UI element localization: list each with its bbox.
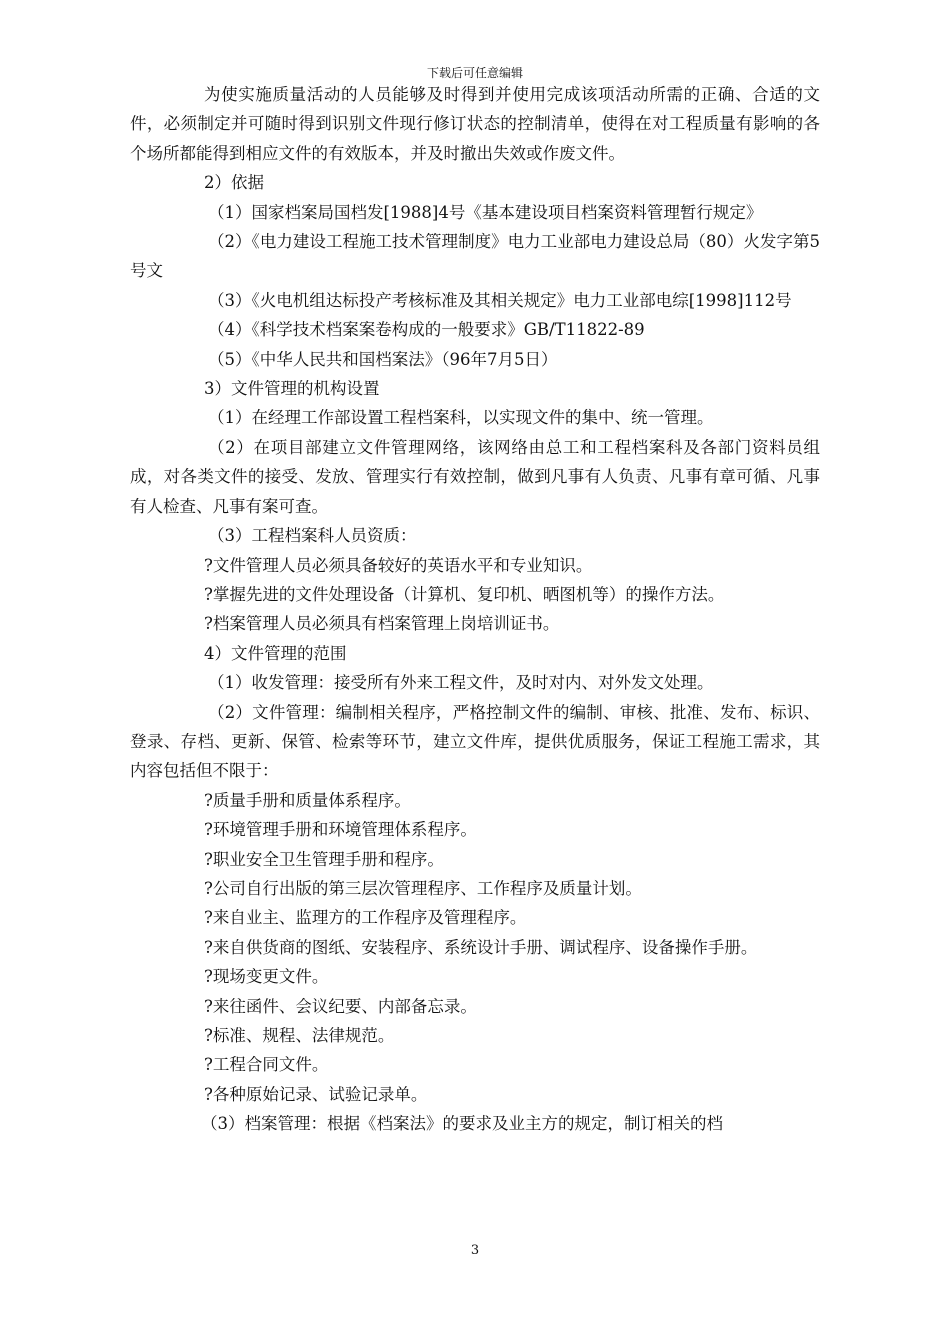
page-header: 下载后可任意编辑 [426,66,523,80]
scope-bullet: ?质量手册和质量体系程序。 [204,790,411,810]
scope-bullet: ?来自业主、监理方的工作程序及管理程序。 [204,908,527,928]
page-number: 3 [470,1243,480,1258]
scope-item-2: （2）文件管理：编制相关程序，严格控制文件的编制、审核、批准、发布、标识、登录、存档、更新、保管、检索等环节，建立文件库，提供优质服务，保证工程施工需求，其内容包括但不限于： [130,702,820,781]
organization-item-1: （1）在经理工作部设置工程档案科，以实现文件的集中、统一管理。 [208,408,714,428]
basis-item-2: （2）《电力建设工程施工技术管理制度》电力工业部电力建设总局（80）火发字第5号文 [130,232,820,281]
scope-bullet: ?环境管理手册和环境管理体系程序。 [204,820,477,840]
heading-organization: 3）文件管理的机构设置 [204,379,380,399]
scope-bullet: ?职业安全卫生管理手册和程序。 [204,849,444,869]
heading-scope: 4）文件管理的范围 [204,643,347,663]
scope-bullet: ?现场变更文件。 [204,967,329,987]
qualification-bullet: ?掌握先进的文件处理设备（计算机、复印机、晒图机等）的操作方法。 [204,584,725,604]
scope-item-3: （3）档案管理：根据《档案法》的要求及业主方的规定，制订相关的档 [201,1114,723,1134]
scope-bullet: ?来往函件、会议纪要、内部备忘录。 [204,996,477,1016]
paragraph-purpose: 为使实施质量活动的人员能够及时得到并使用完成该项活动所需的正确、合适的文件，必须制定并可随时得到识别文件现行修订状态的控制清单，使得在对工程质量有影响的各个场所都能得到相应文件的有效版本，并及时撤出失效或作废文件。 [130,85,820,163]
basis-item-5: （5）《中华人民共和国档案法》（96年7月5日） [208,349,558,369]
scope-bullet: ?各种原始记录、试验记录单。 [204,1084,428,1104]
basis-item-3: （3）《火电机组达标投产考核标准及其相关规定》电力工业部电综[1998]112号 [208,290,792,310]
scope-bullet: ?来自供货商的图纸、安装程序、系统设计手册、调试程序、设备操作手册。 [204,937,758,957]
qualification-bullet: ?文件管理人员必须具备较好的英语水平和专业知识。 [204,555,593,575]
scope-item-1: （1）收发管理：接受所有外来工程文件，及时对内、对外发文处理。 [208,673,714,693]
heading-basis: 2）依据 [204,173,264,193]
basis-item-4: （4）《科学技术档案案卷构成的一般要求》GB/T11822-89 [208,320,645,340]
organization-item-3: （3）工程档案科人员资质： [208,526,417,546]
scope-bullet: ?工程合同文件。 [204,1055,329,1075]
document-body [130,80,820,1139]
scope-bullet: ?公司自行出版的第三层次管理程序、工作程序及质量计划。 [204,878,642,898]
basis-item-1: （1）国家档案局国档发[1988]4号《基本建设项目档案资料管理暂行规定》 [208,202,763,222]
scope-bullet: ?标准、规程、法律规范。 [204,1026,395,1045]
organization-item-2: （2）在项目部建立文件管理网络，该网络由总工和工程档案科及各部门资料员组成，对各类文件的接受、发放、管理实行有效控制，做到凡事有人负责、凡事有章可循、凡事有人检查、凡事有案可查。 [130,437,820,516]
qualification-bullet: ?档案管理人员必须具有档案管理上岗培训证书。 [204,614,560,634]
